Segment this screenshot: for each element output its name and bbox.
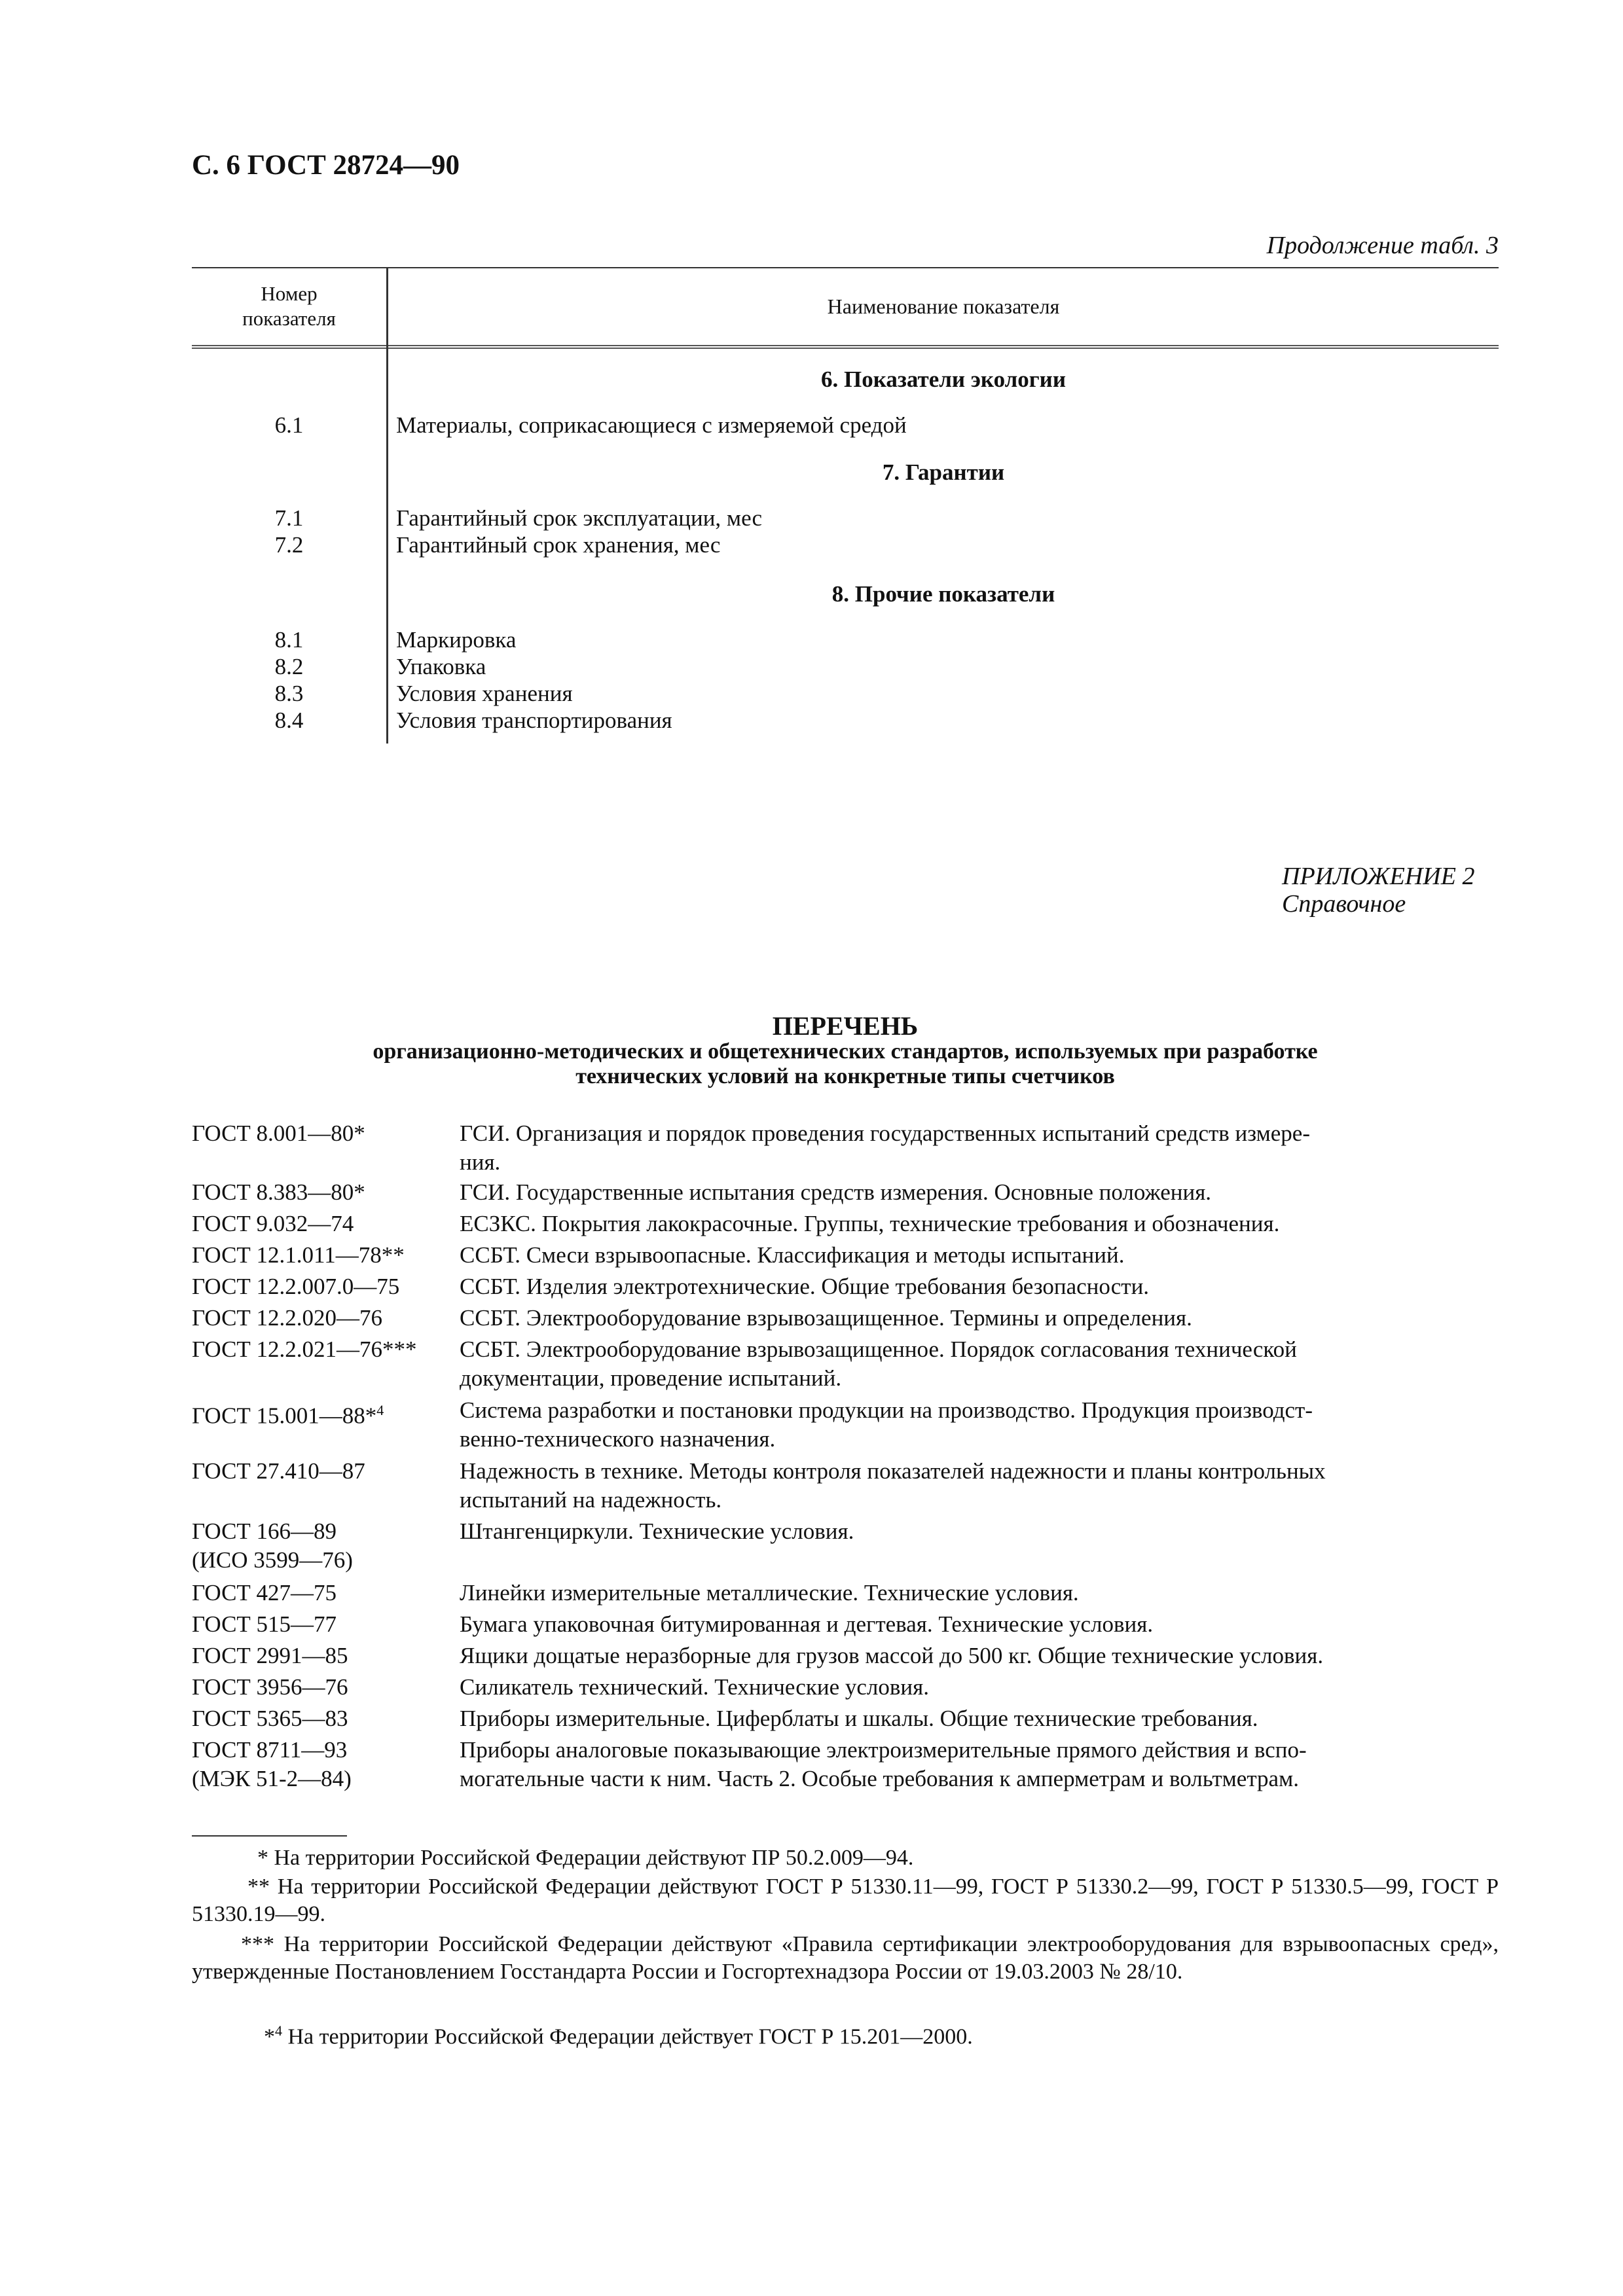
row-name: Гарантийный срок эксплуатации, мес <box>396 505 763 531</box>
standard-code: ГОСТ 3956—76 <box>192 1674 348 1700</box>
standard-code-text: ГОСТ 8711—93 <box>192 1737 348 1763</box>
footnote-mark: 4 <box>376 1402 384 1418</box>
footnote-4-text: На территории Российской Федерации действует ГОСТ Р 15.201—2000. <box>287 2024 973 2049</box>
row-name: Условия хранения <box>396 681 573 706</box>
row-number: 8.3 <box>274 681 304 706</box>
section-title-ecology: 6. Показатели экологии <box>820 367 1067 392</box>
standard-code: ГОСТ 12.1.011—78** <box>192 1242 405 1268</box>
page-header: С. 6 ГОСТ 28724—90 <box>192 150 460 181</box>
standard-code: ГОСТ 5365—83 <box>192 1706 348 1731</box>
standard-description: ССБТ. Электрооборудование взрывозащищенное. Термины и определения. <box>460 1305 1192 1331</box>
standard-description: ССБТ. Смеси взрывоопасные. Классификация и методы испытаний. <box>460 1242 1125 1268</box>
column-header-number <box>192 281 386 331</box>
appendix-label: ПРИЛОЖЕНИЕ 2 <box>1282 863 1475 890</box>
section-title-warranty: 7. Гарантии <box>882 459 1005 485</box>
standard-code: ГОСТ 515—77 <box>192 1611 337 1637</box>
standard-code-equivalent: (МЭК 51-2—84) <box>192 1766 352 1791</box>
standard-description <box>460 1335 1499 1393</box>
list-subtitle: технических условий на конкретные типы счетчиков <box>575 1064 1115 1088</box>
description-line: испытаний на надежность. <box>460 1487 722 1513</box>
footnote-2: ** На территории Российской Федерации действуют ГОСТ Р 51330.11—99, ГОСТ Р 51330.2—99, ГОСТ Р 51330.5—99, ГОСТ Р 51330.19—99. <box>192 1874 1499 1926</box>
description-line: документации, проведение испытаний. <box>460 1365 842 1391</box>
standard-description: ЕСЗКС. Покрытия лакокрасочные. Группы, технические требования и обозначения. <box>460 1211 1280 1236</box>
standard-description: ССБТ. Изделия электротехнические. Общие требования безопасности. <box>460 1274 1150 1299</box>
standard-description: ГСИ. Государственные испытания средств измерения. Основные положения. <box>460 1179 1212 1205</box>
section-title-other: 8. Прочие показатели <box>831 581 1055 607</box>
standard-description: Силикатель технический. Технические условия. <box>460 1674 929 1700</box>
standard-code: ГОСТ 2991—85 <box>192 1643 348 1668</box>
description-line: венно-технического назначения. <box>460 1426 776 1452</box>
row-number: 8.4 <box>274 708 304 733</box>
standard-description <box>460 1396 1499 1454</box>
standard-description: Штангенциркули. Технические условия. <box>460 1518 854 1544</box>
standard-code-equivalent: (ИСО 3599—76) <box>192 1547 353 1573</box>
footnote-separator <box>192 1835 347 1837</box>
standard-code <box>192 1396 384 1431</box>
table-column-divider <box>386 267 388 744</box>
standard-code: ГОСТ 27.410—87 <box>192 1458 365 1484</box>
row-name: Материалы, соприкасающиеся с измеряемой средой <box>396 412 907 438</box>
standard-code-text: ГОСТ 15.001—88* <box>192 1403 377 1429</box>
row-number: 8.2 <box>274 654 304 679</box>
column-header-number-line2: показателя <box>242 307 336 330</box>
description-line: Приборы аналоговые показывающие электроизмерительные прямого действия и вспо- <box>460 1737 1307 1763</box>
column-header-name: Наименование показателя <box>827 295 1060 318</box>
standard-code: ГОСТ 8.383—80* <box>192 1179 365 1205</box>
appendix-heading <box>1282 863 1474 918</box>
standard-code <box>192 1517 353 1575</box>
footnote-4-sup: 4 <box>275 2022 282 2039</box>
standard-code: ГОСТ 12.2.007.0—75 <box>192 1274 400 1299</box>
column-header-number-line1: Номер <box>261 282 318 305</box>
row-name: Гарантийный срок хранения, мес <box>396 532 721 558</box>
standard-description <box>460 1119 1499 1177</box>
standard-code: ГОСТ 12.2.020—76 <box>192 1305 383 1331</box>
description-line: Надежность в технике. Методы контроля показателей надежности и планы контрольных <box>460 1458 1326 1484</box>
standard-code: ГОСТ 8.001—80* <box>192 1121 365 1146</box>
standard-description: Бумага упаковочная битумированная и дегтевая. Технические условия. <box>460 1611 1154 1637</box>
standard-code: ГОСТ 12.2.021—76*** <box>192 1336 417 1362</box>
standard-code-text: ГОСТ 166—89 <box>192 1518 337 1544</box>
description-line: ГСИ. Организация и порядок проведения государственных испытаний средств измере- <box>460 1121 1310 1146</box>
list-subtitle: организационно-методических и общетехнических стандартов, используемых при разработке <box>373 1039 1318 1064</box>
standard-description <box>460 1736 1499 1793</box>
list-title: ПЕРЕЧЕНЬ <box>772 1011 919 1041</box>
row-name: Упаковка <box>396 654 486 679</box>
standard-code <box>192 1736 352 1793</box>
standard-description: Линейки измерительные металлические. Технические условия. <box>460 1580 1079 1605</box>
appendix-kind: Справочное <box>1282 890 1406 918</box>
description-line: Система разработки и постановки продукции на производство. Продукция производст- <box>460 1397 1313 1423</box>
table-continuation-label: Продолжение табл. 3 <box>1266 232 1499 259</box>
row-number: 6.1 <box>274 412 304 438</box>
description-line: ния. <box>460 1149 501 1175</box>
standard-description: Ящики дощатые неразборные для грузов массой до 500 кг. Общие технические условия. <box>460 1643 1324 1668</box>
standard-code: ГОСТ 9.032—74 <box>192 1211 354 1236</box>
row-number: 8.1 <box>274 627 304 653</box>
row-name: Условия транспортирования <box>396 708 672 733</box>
description-line: могательные части к ним. Часть 2. Особые требования к амперметрам и вольтметрам. <box>460 1766 1299 1791</box>
footnote-3: *** На территории Российской Федерации действуют «Правила сертификации электрооборудования для взрывоопасных сред», утвержденные Постановлением Госстандарта России и Госгортехнадзора России от 19.03.2003 № 28/10. <box>192 1932 1499 1984</box>
row-number: 7.1 <box>274 505 304 531</box>
footnote-4 <box>192 2017 1499 2051</box>
footnote-1: * На территории Российской Федерации действуют ПР 50.2.009—94. <box>257 1846 914 1870</box>
footnote-4-mark: * <box>264 2024 275 2049</box>
standard-code: ГОСТ 427—75 <box>192 1580 337 1605</box>
row-name: Маркировка <box>396 627 517 653</box>
standard-description <box>460 1457 1499 1515</box>
standard-description: Приборы измерительные. Циферблаты и шкалы. Общие технические требования. <box>460 1706 1258 1731</box>
description-line: ССБТ. Электрооборудование взрывозащищенное. Порядок согласования технической <box>460 1336 1297 1362</box>
row-number: 7.2 <box>274 532 304 558</box>
